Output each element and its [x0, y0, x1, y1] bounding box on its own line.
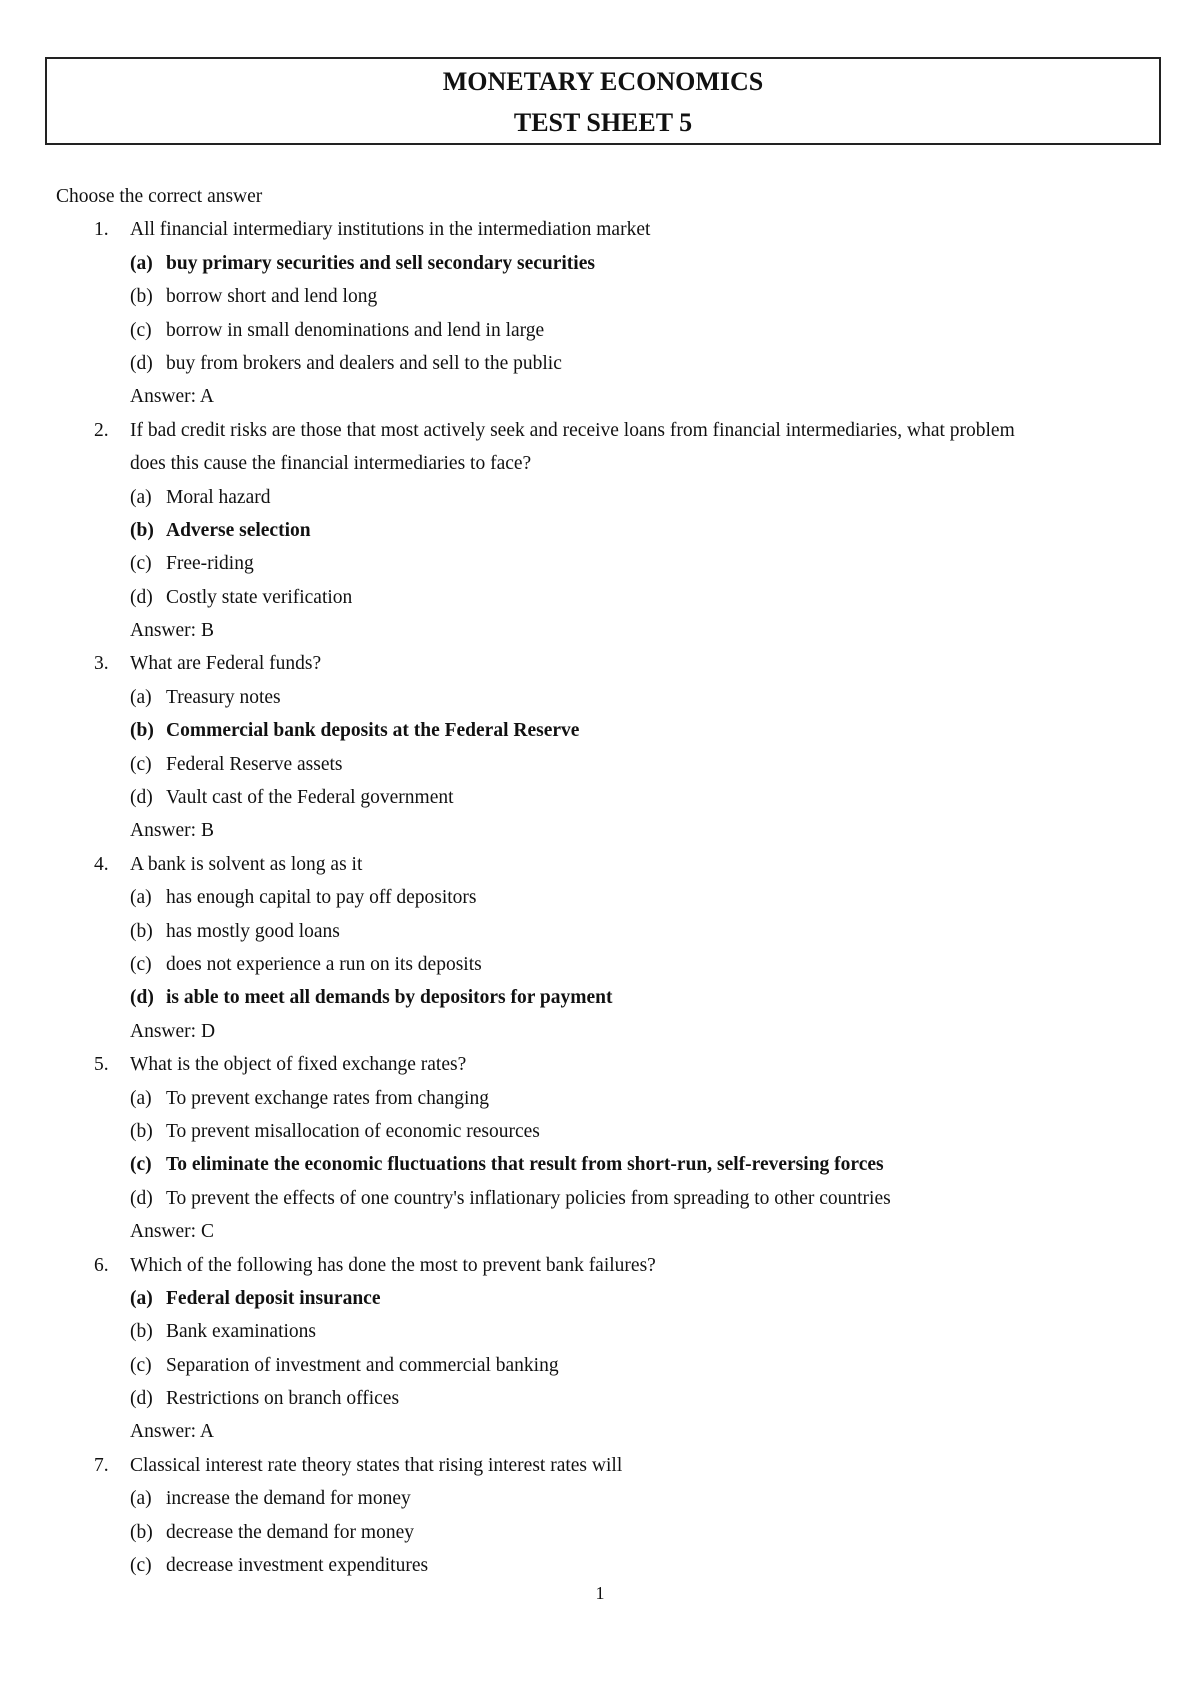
- option-letter: (b): [130, 720, 154, 742]
- option-text: Restrictions on branch offices: [166, 1388, 400, 1410]
- option-letter: (d): [130, 352, 153, 374]
- answer-option: [0, 1482, 1200, 1515]
- option-letter: (a): [130, 1488, 152, 1510]
- answer-option: [0, 948, 1200, 981]
- option-text: Federal deposit insurance: [166, 1287, 381, 1309]
- option-text: Vault cast of the Federal government: [166, 787, 454, 809]
- page-number: 1: [595, 1583, 605, 1603]
- answer-row: [0, 1215, 1200, 1248]
- option-letter: (a): [130, 252, 153, 274]
- question-text: All financial intermediary institutions in the intermediation market: [130, 219, 651, 241]
- answer-option: [0, 347, 1200, 380]
- answer-option: [0, 1182, 1200, 1215]
- answer-option: [0, 1549, 1200, 1582]
- option-text: To eliminate the economic fluctuations that result from short-run, self-reversing forces: [166, 1154, 884, 1176]
- option-text: borrow in small denominations and lend in large: [166, 319, 545, 341]
- answer-option: [0, 915, 1200, 948]
- answer-option: [0, 681, 1200, 714]
- option-letter: (c): [130, 1154, 152, 1176]
- answer-option: [0, 881, 1200, 914]
- question-line: [0, 213, 1200, 246]
- question-line: [0, 414, 1200, 447]
- option-text: buy primary securities and sell secondary securities: [166, 252, 595, 274]
- answer-key: Answer: B: [130, 620, 214, 642]
- option-text: Moral hazard: [166, 486, 271, 508]
- question-number: 1.: [94, 219, 109, 241]
- option-letter: (b): [130, 1120, 153, 1142]
- question-text: Which of the following has done the most to prevent bank failures?: [130, 1254, 656, 1276]
- option-letter: (b): [130, 286, 153, 308]
- question-line: [0, 1249, 1200, 1282]
- option-letter: (d): [130, 586, 153, 608]
- option-text: decrease the demand for money: [166, 1521, 414, 1543]
- option-letter: (b): [130, 519, 154, 541]
- answer-key: Answer: A: [130, 386, 214, 408]
- option-letter: (c): [130, 753, 152, 775]
- option-text: Commercial bank deposits at the Federal Reserve: [166, 720, 580, 742]
- answer-option: [0, 714, 1200, 747]
- answer-option: [0, 748, 1200, 781]
- answer-row: [0, 1415, 1200, 1448]
- answer-option: [0, 314, 1200, 347]
- answer-option: [0, 981, 1200, 1014]
- option-text: To prevent the effects of one country's inflationary policies from spreading to other countries: [166, 1187, 891, 1209]
- option-letter: (c): [130, 553, 152, 575]
- question-line: [0, 848, 1200, 881]
- question-text: does this cause the financial intermediaries to face?: [130, 453, 532, 475]
- question-line: [0, 1449, 1200, 1482]
- answer-option: [0, 280, 1200, 313]
- option-letter: (d): [130, 1388, 153, 1410]
- option-text: buy from brokers and dealers and sell to the public: [166, 352, 562, 374]
- question-line: [0, 647, 1200, 680]
- question-text: What is the object of fixed exchange rates?: [130, 1054, 467, 1076]
- instruction-text: Choose the correct answer: [56, 186, 263, 207]
- answer-key: Answer: A: [130, 1421, 214, 1443]
- answer-option: [0, 1115, 1200, 1148]
- option-text: is able to meet all demands by depositors for payment: [166, 987, 613, 1009]
- option-text: Costly state verification: [166, 586, 353, 608]
- question-line-continued: [0, 447, 1200, 480]
- question-number: 4.: [94, 853, 109, 875]
- answer-option: [0, 781, 1200, 814]
- answer-option: [0, 1516, 1200, 1549]
- answer-option: [0, 1282, 1200, 1315]
- option-text: Federal Reserve assets: [166, 753, 343, 775]
- question-text: What are Federal funds?: [130, 653, 322, 675]
- option-letter: (b): [130, 1521, 153, 1543]
- answer-row: [0, 380, 1200, 413]
- option-text: To prevent misallocation of economic resources: [166, 1120, 540, 1142]
- option-letter: (a): [130, 1287, 153, 1309]
- option-letter: (a): [130, 486, 152, 508]
- option-letter: (c): [130, 1555, 152, 1577]
- option-letter: (b): [130, 920, 153, 942]
- title-box: [45, 57, 1161, 145]
- option-letter: (d): [130, 787, 153, 809]
- option-text: Treasury notes: [166, 686, 281, 708]
- answer-row: [0, 814, 1200, 847]
- option-letter: (a): [130, 686, 152, 708]
- question-text: Classical interest rate theory states that rising interest rates will: [130, 1454, 623, 1476]
- answer-option: [0, 581, 1200, 614]
- option-text: To prevent exchange rates from changing: [166, 1087, 489, 1109]
- document-title: MONETARY ECONOMICS: [442, 67, 764, 96]
- option-letter: (c): [130, 319, 152, 341]
- option-letter: (c): [130, 1354, 152, 1376]
- option-text: Bank examinations: [166, 1321, 317, 1343]
- answer-option: [0, 547, 1200, 580]
- option-text: has mostly good loans: [166, 920, 340, 942]
- answer-row: [0, 614, 1200, 647]
- answer-option: [0, 514, 1200, 547]
- answer-option: [0, 1315, 1200, 1348]
- question-line: [0, 1048, 1200, 1081]
- answer-key: Answer: B: [130, 820, 214, 842]
- answer-row: [0, 1015, 1200, 1048]
- option-letter: (a): [130, 1087, 152, 1109]
- answer-option: [0, 481, 1200, 514]
- answer-option: [0, 1148, 1200, 1181]
- question-text: A bank is solvent as long as it: [130, 853, 363, 875]
- question-list: [0, 180, 1200, 1582]
- option-text: Free-riding: [166, 553, 254, 575]
- answer-option: [0, 1382, 1200, 1415]
- option-letter: (d): [130, 987, 154, 1009]
- question-number: 5.: [94, 1054, 109, 1076]
- option-text: has enough capital to pay off depositors: [166, 887, 477, 909]
- question-number: 7.: [94, 1454, 109, 1476]
- answer-option: [0, 247, 1200, 280]
- answer-option: [0, 1349, 1200, 1382]
- option-text: decrease investment expenditures: [166, 1555, 429, 1577]
- question-number: 2.: [94, 419, 109, 441]
- option-letter: (b): [130, 1321, 153, 1343]
- option-letter: (a): [130, 887, 152, 909]
- option-text: borrow short and lend long: [166, 286, 378, 308]
- question-number: 3.: [94, 653, 109, 675]
- question-number: 6.: [94, 1254, 109, 1276]
- option-text: Adverse selection: [166, 519, 311, 541]
- option-letter: (d): [130, 1187, 153, 1209]
- document-subtitle: TEST SHEET 5: [513, 108, 693, 137]
- option-text: Separation of investment and commercial banking: [166, 1354, 559, 1376]
- answer-option: [0, 1082, 1200, 1115]
- option-letter: (c): [130, 953, 152, 975]
- option-text: increase the demand for money: [166, 1488, 411, 1510]
- option-text: does not experience a run on its deposits: [166, 953, 482, 975]
- question-text: If bad credit risks are those that most actively seek and receive loans from financial intermediaries, what problem: [130, 419, 1015, 441]
- answer-key: Answer: C: [130, 1221, 214, 1243]
- answer-key: Answer: D: [130, 1020, 216, 1042]
